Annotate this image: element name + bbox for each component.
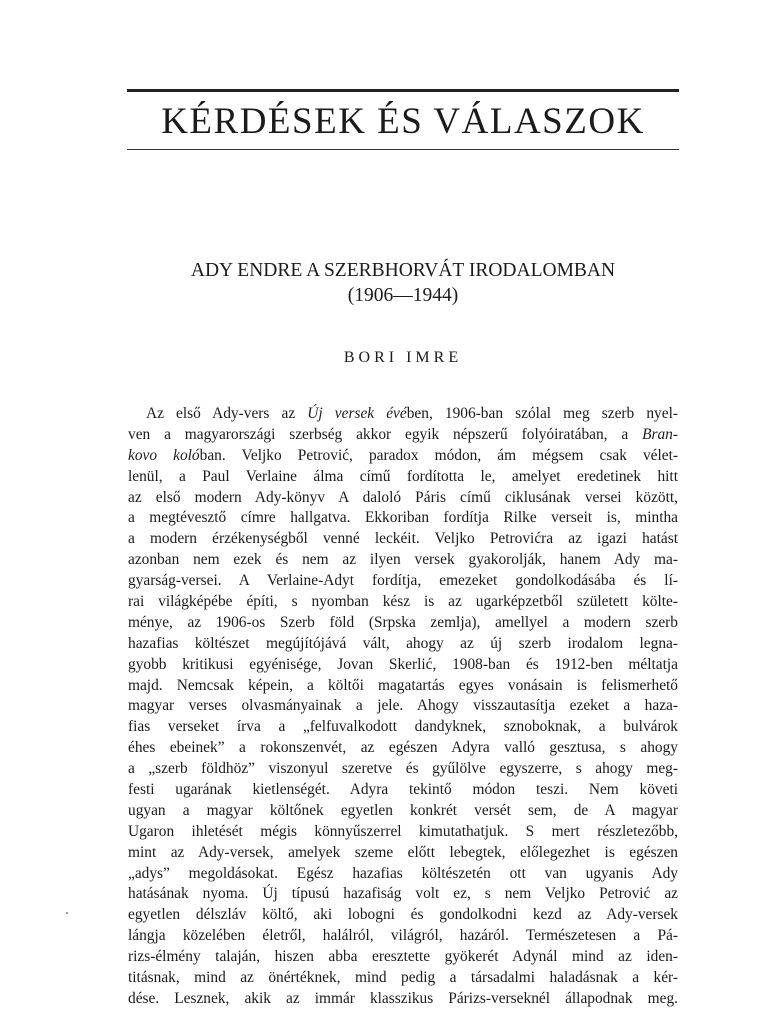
top-rule — [127, 89, 679, 92]
scan-speck — [66, 912, 68, 914]
italic-title-text: Új versek évé — [307, 405, 407, 422]
body-line — [128, 717, 678, 738]
body-text-run: a megtévesztő címre hallgatva. Ekkoriban fordítja Rilke verseit is, mintha — [128, 509, 678, 527]
body-text-run: lángja közelében életről, halálról, világról, hazáról. Természetesen a Pá- — [128, 927, 678, 945]
body-text-run: hatásának nyoma. Új típusú hazafiság volt ez, s nem Veljko Petrović az — [128, 885, 678, 903]
article-title-dates: (1906—1944) — [347, 285, 459, 306]
body-text-run: dése. Lesznek, akik az immár klasszikus Párizs-verseknél állapodnak meg. — [128, 989, 678, 1007]
body-line — [128, 822, 678, 843]
bottom-rule — [127, 149, 679, 150]
body-text-run: ugyan a magyar költőnek egyetlen konkrét versét sem, de A magyar — [128, 801, 678, 819]
body-text-run: festi ugarának kietlenségét. Adyra tekintő módon teszi. Nem követi — [128, 781, 678, 799]
body-line — [128, 947, 678, 968]
body-line — [128, 801, 678, 822]
body-line — [128, 905, 678, 926]
body-text-run: hazafias költészet megújítójává vált, ahogy az új szerb irodalom legna- — [128, 634, 678, 652]
body-line — [128, 550, 678, 571]
body-line — [128, 738, 678, 759]
body-text-run: Az első Ady-vers az — [146, 405, 308, 422]
body-text-run: a modern érzékenységből venné leckéit. Veljko Petrovićra az igazi hatást — [128, 530, 678, 548]
body-line — [128, 843, 678, 864]
body-line — [128, 592, 678, 613]
body-text-run: magyar verses olvasmányainak a jele. Ahogy visszautasítja ezeket a haza- — [128, 697, 678, 715]
body-line — [128, 529, 678, 550]
author-name: BORI IMRE — [343, 349, 463, 366]
body-line — [128, 696, 678, 717]
body-text-run: a „szerb földhöz” viszonyul szeretve és gyűlölve egyszerre, s ahogy meg- — [128, 760, 678, 778]
article-body — [128, 404, 678, 1010]
body-line — [128, 634, 678, 655]
body-text-run: ménye, az 1906-os Szerb föld (Srpska zemlja), amellyel a modern szerb — [128, 613, 678, 631]
body-line — [128, 613, 678, 634]
body-line — [128, 488, 678, 509]
body-text-run: rizs-élmény talaján, hiszen abba eresztette gyökerét Adynál mind az iden- — [128, 948, 678, 966]
body-text-run: ban. Veljko Petrović, paradox módon, ám mégsem csak vélet- — [199, 446, 678, 464]
italic-title-text: kovo koló — [128, 446, 200, 464]
body-text-run: rai világképébe építi, s nyomban kész is az ugarképzetből született költe- — [128, 593, 678, 611]
body-line — [128, 655, 678, 676]
body-line — [128, 676, 678, 697]
body-text-run: majd. Nemcsak képein, a költői magatartás egyes vonásain is felismerhető — [128, 676, 678, 694]
body-line — [128, 571, 678, 592]
section-title: KÉRDÉSEK ÉS VÁLASZOK — [161, 101, 645, 142]
body-text-run: az első modern Ady-könyv A daloló Páris című ciklusának versei között, — [128, 488, 678, 506]
body-text-run: ven a magyarországi szerbség akkor egyik népszerű folyóiratában, a — [128, 425, 643, 443]
body-line — [128, 884, 678, 905]
body-line — [128, 864, 678, 885]
body-line — [128, 968, 678, 989]
body-text-run: egyetlen délszláv költő, aki lobogni és gondolkodni kezd az Ady-versek — [128, 906, 678, 924]
body-line — [128, 989, 678, 1010]
article-title-line: ADY ENDRE A SZERBHORVÁT IRODALOMBAN — [190, 260, 616, 281]
body-text-run: azonban nem ezek és nem az ilyen versek gyakorolják, hanem Ady ma- — [128, 551, 678, 569]
body-text-run: „adys” megoldásokat. Egész hazafias költészetén ott van ugyanis Ady — [128, 864, 678, 882]
body-text-run: lenül, a Paul Verlaine álma című fordította le, amelyet eredetinek hitt — [128, 467, 678, 485]
italic-title-text: Bran- — [642, 425, 678, 443]
body-line — [128, 508, 678, 529]
body-text-run: gyobb kritikusi egyénisége, Jovan Skerlić, 1908-ban és 1912-ben méltatja — [128, 655, 678, 673]
body-line — [128, 759, 678, 780]
body-text-run: éhes ebeinek” a rokonszenvét, az egészen Adyra valló gesztusa, s ahogy — [128, 739, 678, 757]
body-line — [128, 425, 678, 446]
body-text-run: Ugaron ihletését mégis könnyűszerrel kimutathatjuk. S mert részletezőbb, — [128, 822, 678, 840]
body-line — [128, 780, 678, 801]
body-text-run: fias verseket írva a „felfuvalkodott dandyknek, sznoboknak, a bulvárok — [128, 718, 678, 736]
body-line — [128, 446, 678, 467]
body-text-run: ben, 1906-ban szólal meg szerb nyel- — [406, 405, 678, 422]
body-line — [128, 467, 678, 488]
body-text-run: mint az Ady-versek, amelyek szeme előtt lebegtek, előlegezhet is egészen — [128, 843, 678, 861]
body-text-run: gyarság-versei. A Verlaine-Adyt fordítja, emezeket gondolkodásába és lí- — [128, 572, 678, 590]
body-text-run: titásnak, mind az önértéknek, mind pedig a társadalmi haladásnak a kér- — [128, 969, 678, 987]
article-title — [127, 258, 679, 308]
body-line — [128, 404, 678, 425]
body-line — [128, 926, 678, 947]
